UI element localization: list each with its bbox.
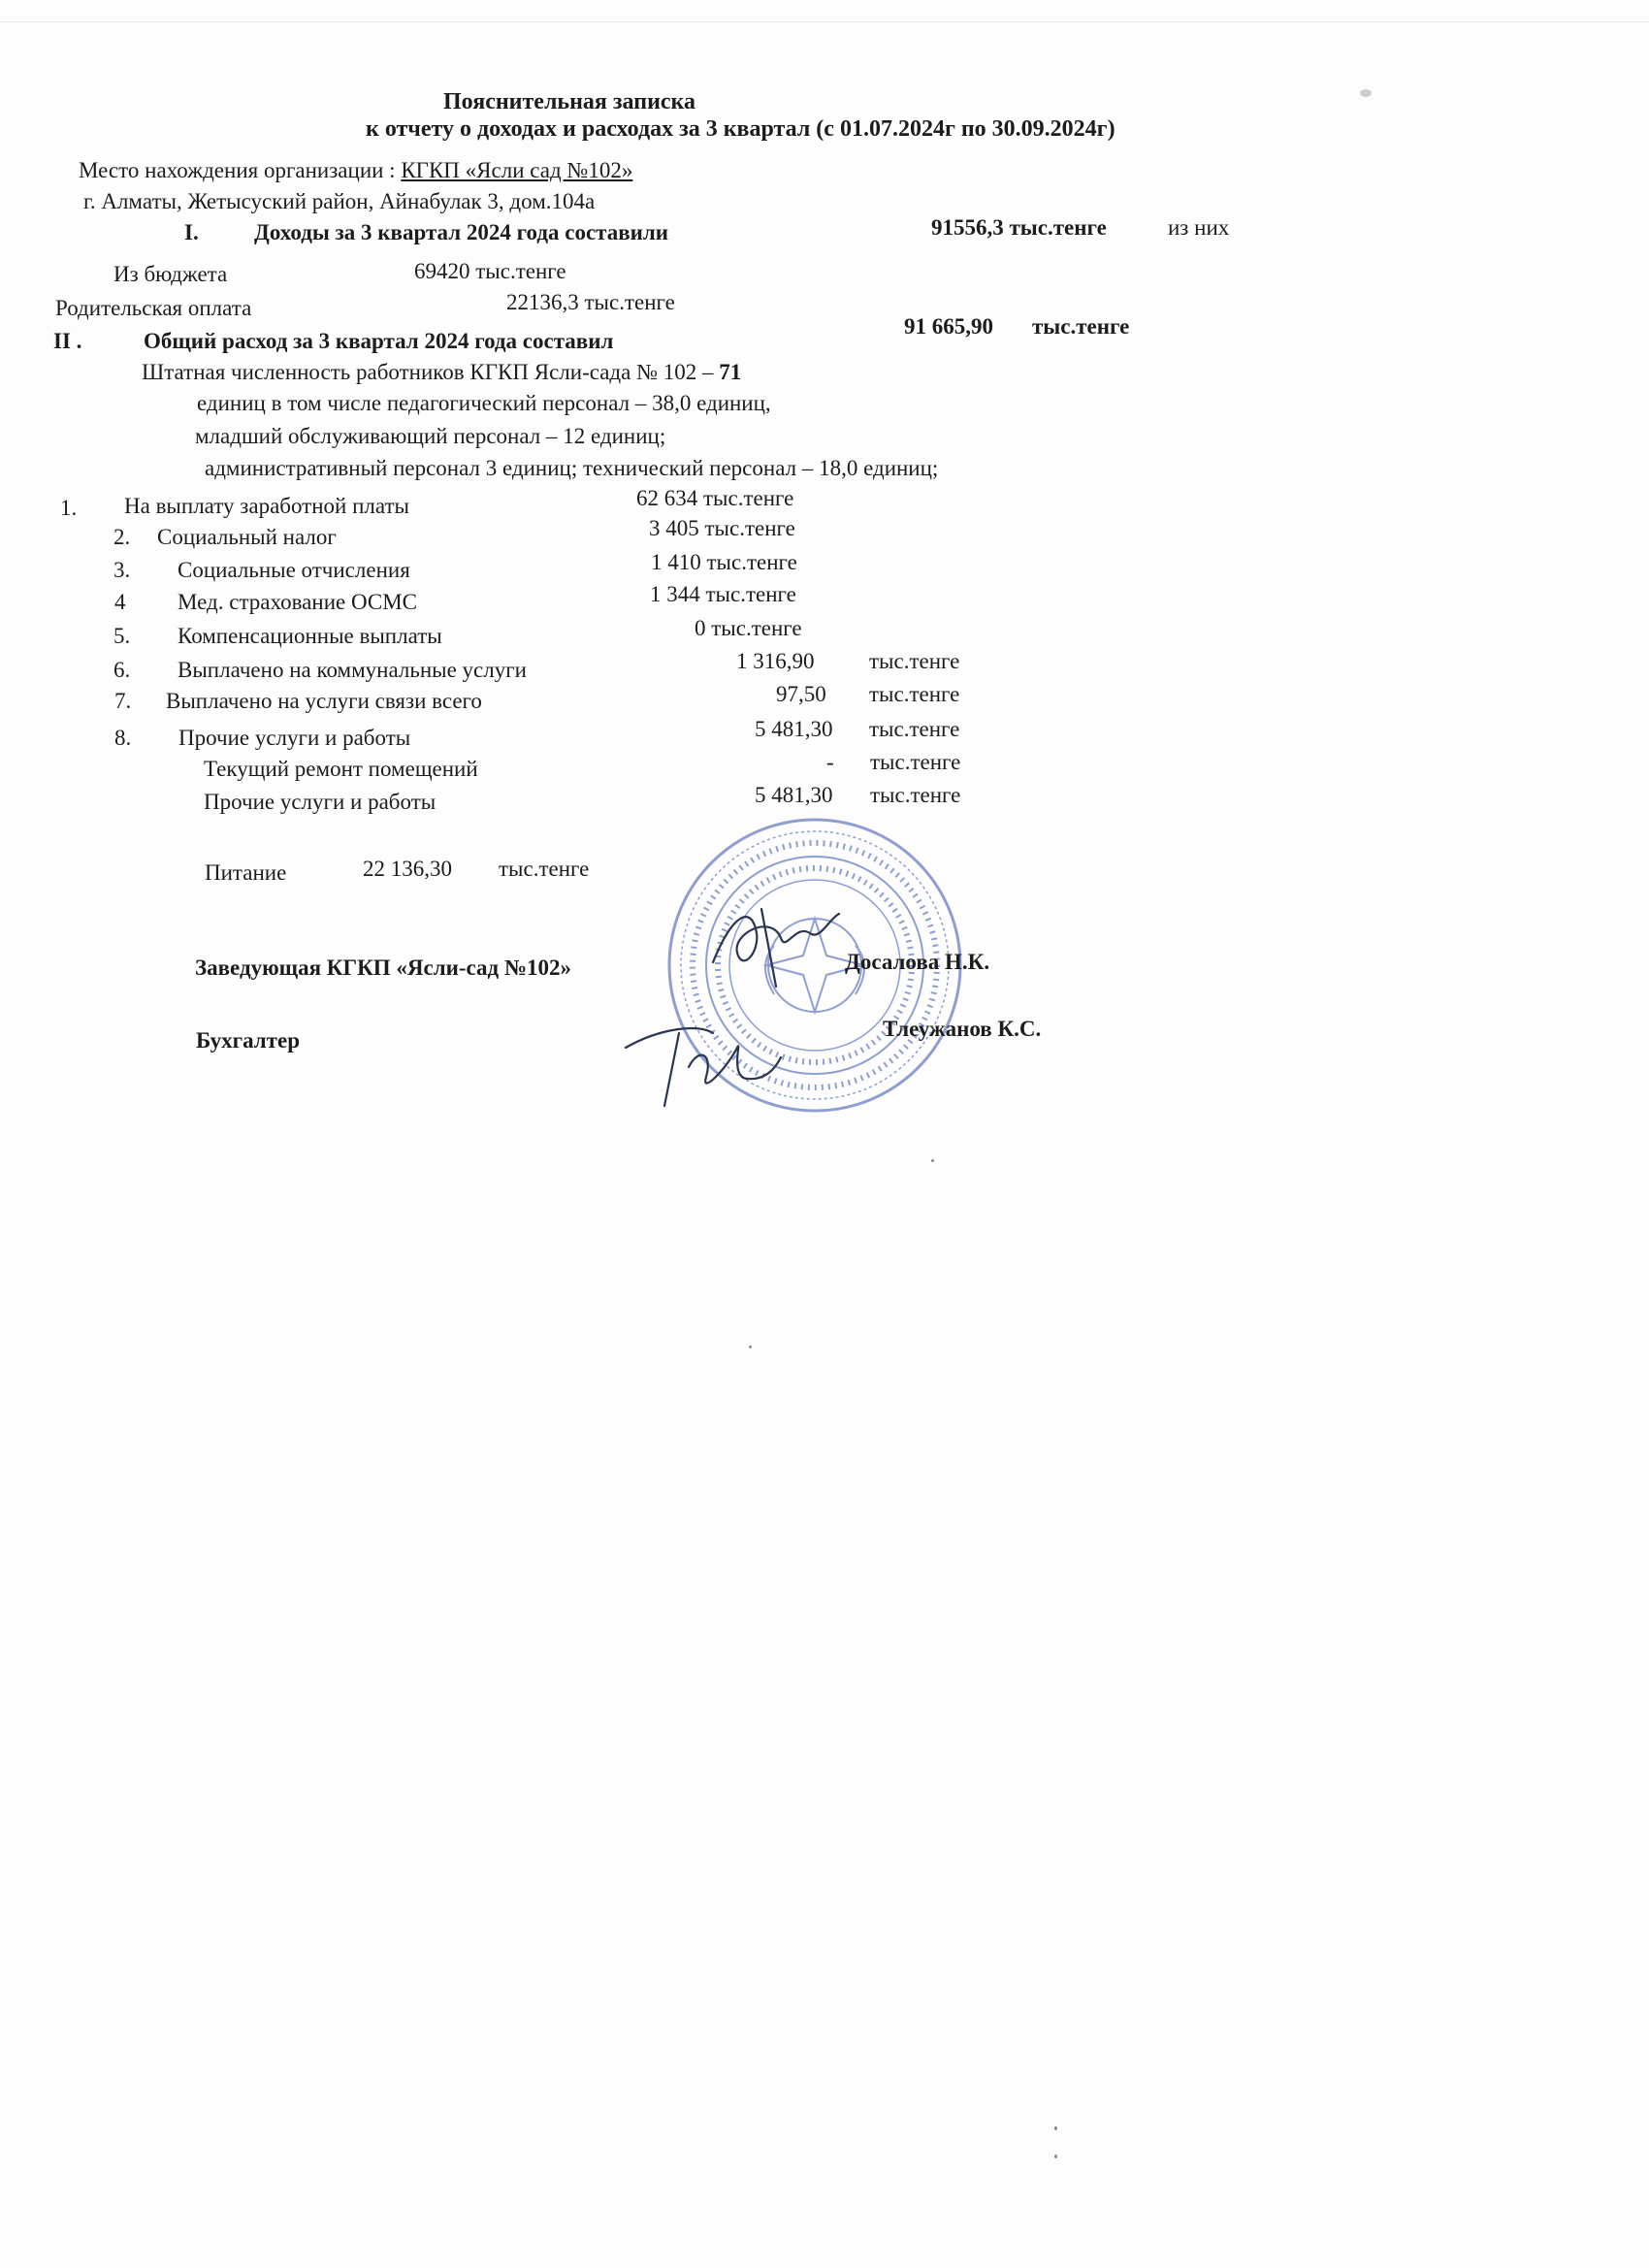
parent-payment-label: Родительская оплата (55, 296, 252, 320)
expense-item-unit: тыс.тенге (869, 649, 960, 673)
address-line: г. Алматы, Жетысуский район, Айнабулак 3, дом.104а (83, 189, 596, 213)
expense-subitem-value: 5 481,30 (755, 783, 833, 807)
income-total: 91556,3 тыс.тенге (931, 215, 1107, 240)
organization-name: КГКП «Ясли сад №102» (401, 158, 633, 182)
expense-subitem-unit: тыс.тенге (870, 750, 961, 774)
expense-item-value: 1 410 тыс.тенге (651, 550, 797, 574)
scan-speck (1054, 2155, 1057, 2158)
expense-item-label: Выплачено на коммунальные услуги (178, 658, 527, 682)
food-value: 22 136,30 (363, 857, 452, 881)
accountant-signature (621, 1009, 795, 1116)
staff-count: 71 (719, 360, 742, 384)
parent-payment-value: 22136,3 тыс.тенге (506, 290, 675, 314)
expense-item-number: 1. (60, 496, 78, 520)
document-title: Пояснительная записка (443, 89, 696, 114)
budget-label: Из бюджета (113, 262, 228, 286)
budget-value: 69420 тыс.тенге (414, 259, 566, 283)
scan-speck (749, 1345, 752, 1348)
scan-speck (1360, 89, 1372, 97)
head-title: Заведующая КГКП «Ясли-сад №102» (195, 956, 572, 980)
accountant-name: Тлеужанов К.С. (883, 1017, 1042, 1041)
staff-line-2: единиц в том числе педагогический персонал – 38,0 единиц, (197, 391, 771, 415)
expense-heading: Общий расход за 3 квартал 2024 года составил (144, 329, 614, 353)
expense-subitem-value: - (826, 750, 834, 774)
staff-text: Штатная численность работников КГКП Ясли-сада № 102 – (142, 360, 720, 384)
food-label: Питание (205, 860, 287, 885)
expense-item-value: 0 тыс.тенге (695, 616, 802, 640)
staff-line-4: административный персонал 3 единиц; технический персонал – 18,0 единиц; (205, 456, 939, 480)
scan-edge-line (0, 21, 1649, 22)
expense-subitem-unit: тыс.тенге (870, 783, 961, 807)
expense-item-value: 1 344 тыс.тенге (650, 582, 796, 606)
expense-item-number: 4 (114, 590, 126, 614)
accountant-title: Бухгалтер (196, 1028, 300, 1053)
head-signature (703, 894, 849, 991)
expense-item-value: 62 634 тыс.тенге (636, 486, 794, 510)
expense-item-value: 3 405 тыс.тенге (649, 516, 795, 540)
location-label: Место нахождения организации : (79, 158, 402, 182)
expense-total: 91 665,90 (904, 314, 993, 339)
expense-item-label: Социальный налог (157, 525, 337, 549)
expense-item-label: Социальные отчисления (178, 558, 410, 582)
expense-subitem-label: Текущий ремонт помещений (204, 757, 478, 781)
food-unit: тыс.тенге (499, 857, 590, 881)
staff-line-1 (142, 361, 741, 383)
expense-section-number: II . (53, 329, 82, 353)
expense-item-number: 2. (113, 525, 131, 549)
staff-line-3: младший обслуживающий персонал – 12 единиц; (195, 424, 666, 448)
expense-item-unit: тыс.тенге (869, 682, 960, 706)
expense-item-number: 5. (113, 624, 131, 648)
expense-item-label: Мед. страхование ОСМС (178, 590, 417, 614)
scan-speck (931, 1159, 934, 1162)
income-suffix: из них (1168, 215, 1230, 240)
expense-item-value: 1 316,90 (736, 649, 815, 673)
location-line (79, 159, 632, 181)
expense-item-label: Прочие услуги и работы (178, 726, 411, 750)
expense-item-value: 5 481,30 (755, 717, 833, 741)
income-heading: Доходы за 3 квартал 2024 года составили (254, 220, 669, 244)
expense-item-value: 97,50 (776, 682, 826, 706)
expense-item-label: На выплату заработной платы (124, 494, 410, 518)
expense-item-number: 8. (114, 726, 132, 750)
expense-item-number: 6. (113, 658, 131, 682)
expense-item-label: Компенсационные выплаты (178, 624, 442, 648)
expense-unit: тыс.тенге (1032, 314, 1130, 339)
expense-subitem-label: Прочие услуги и работы (204, 790, 436, 814)
expense-item-number: 3. (113, 558, 131, 582)
head-name: Досалова Н.К. (845, 950, 990, 974)
income-section-number: I. (184, 220, 199, 244)
expense-item-number: 7. (114, 689, 132, 713)
expense-item-label: Выплачено на услуги связи всего (166, 689, 482, 713)
scan-speck (1054, 2126, 1057, 2130)
expense-item-unit: тыс.тенге (869, 717, 960, 741)
document-subtitle: к отчету о доходах и расходах за 3 квартал (с 01.07.2024г по 30.09.2024г) (366, 116, 1116, 142)
